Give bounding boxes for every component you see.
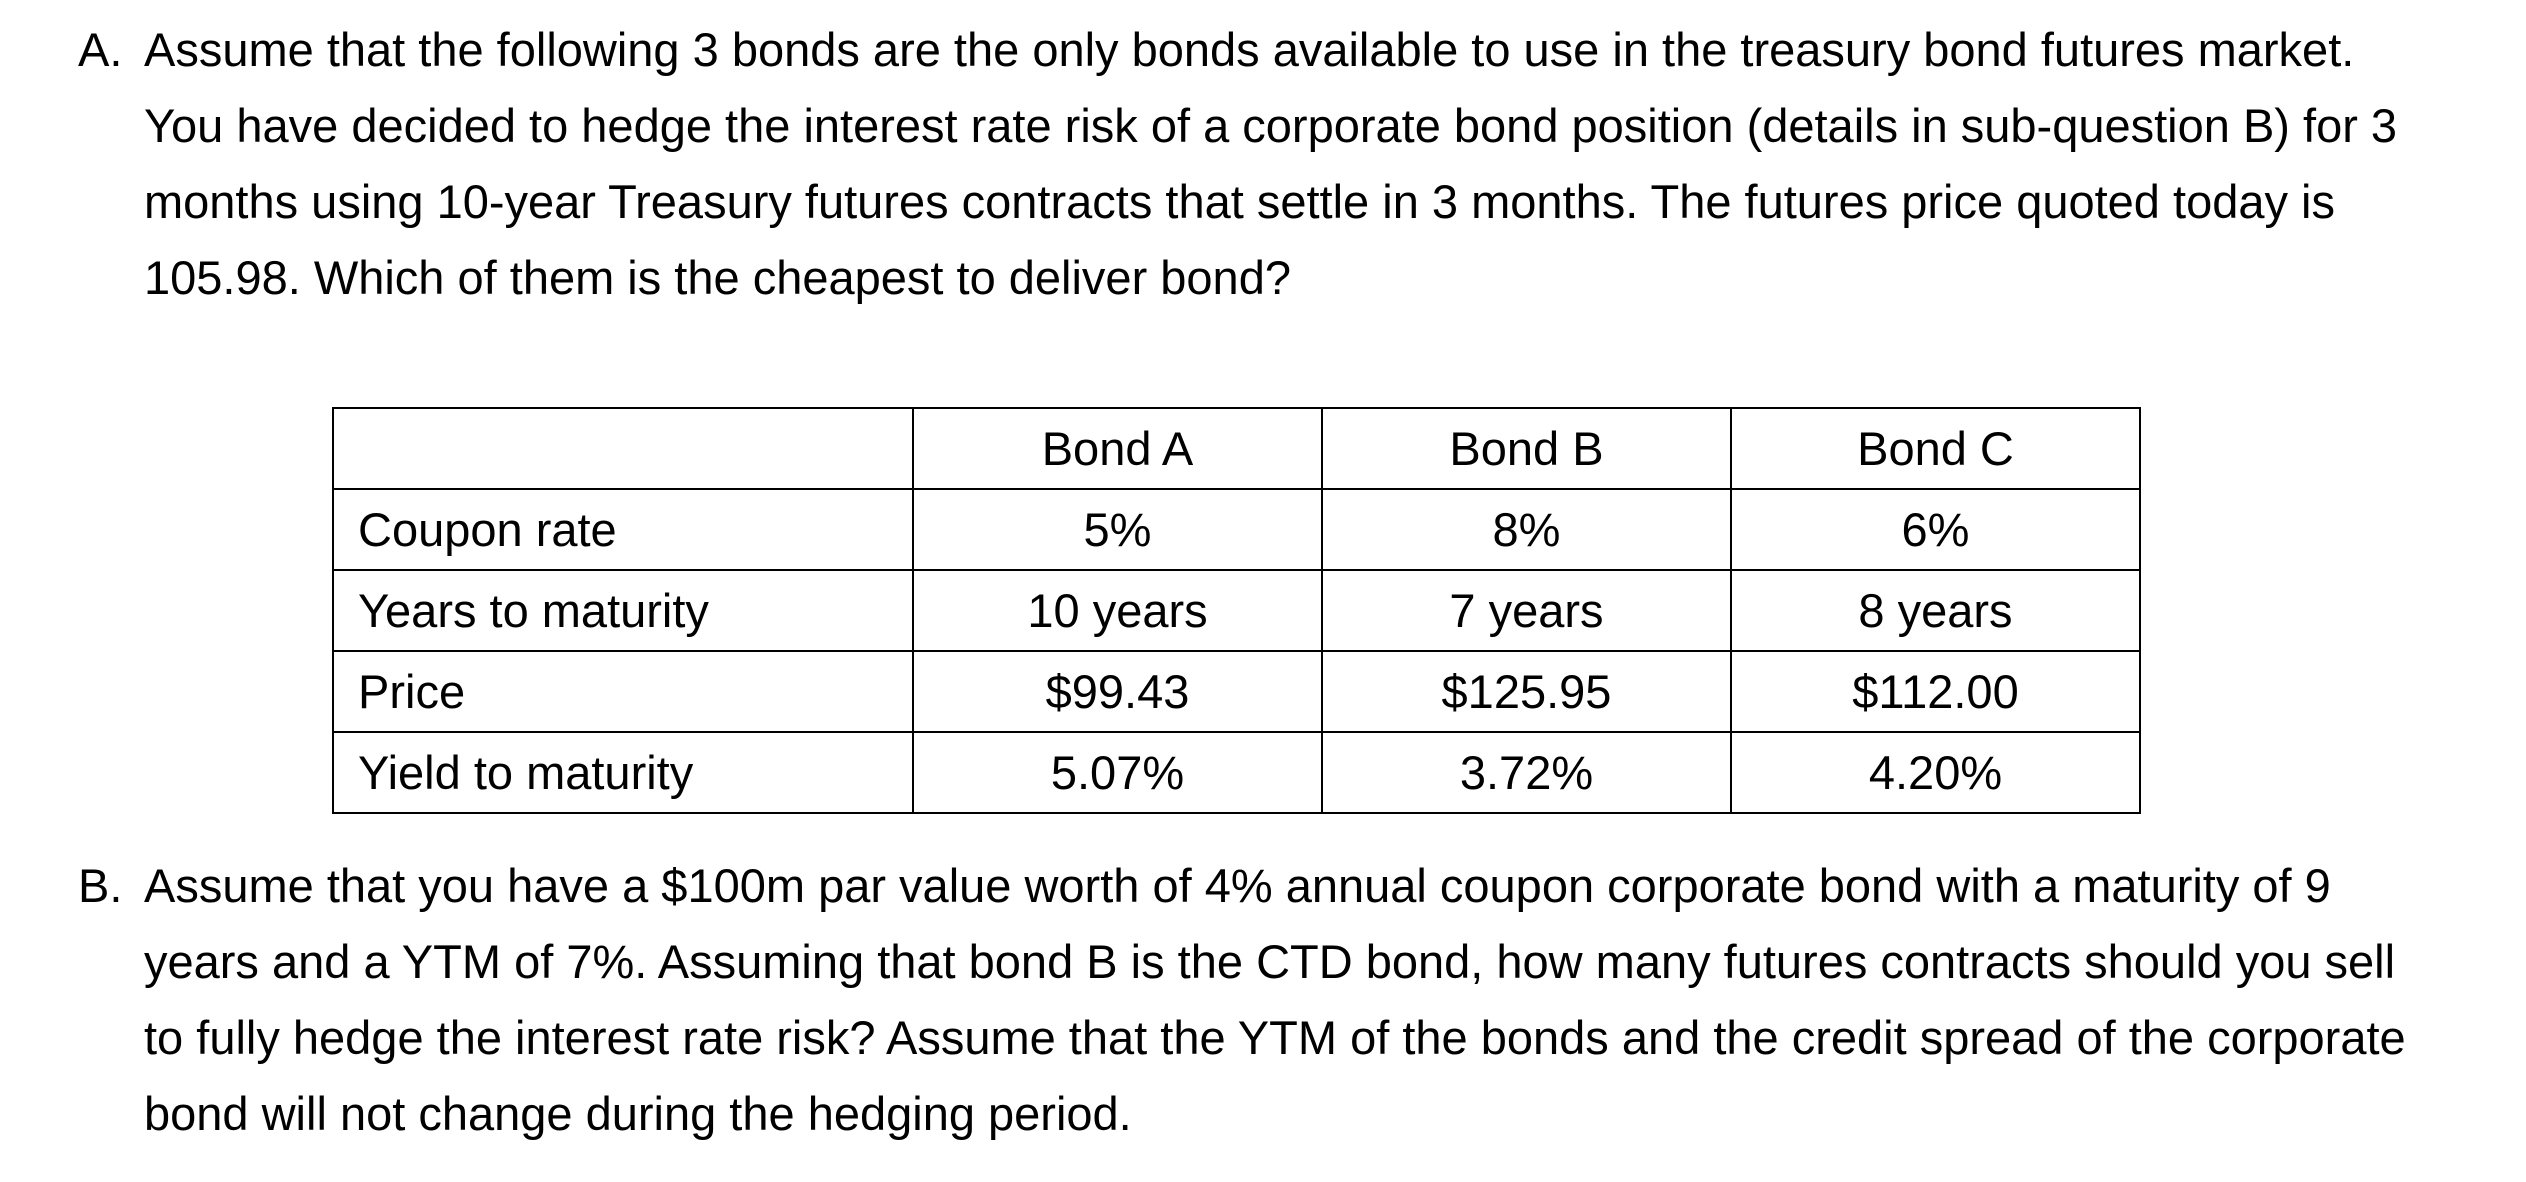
cell-years-to-maturity-bond-b: 7 years: [1322, 570, 1731, 651]
table-corner-cell: [333, 408, 913, 489]
question-a: [78, 12, 2458, 316]
cell-coupon-rate-bond-a: 5%: [913, 489, 1322, 570]
cell-yield-to-maturity-bond-a: 5.07%: [913, 732, 1322, 813]
cell-coupon-rate-bond-b: 8%: [1322, 489, 1731, 570]
table-row-years-to-maturity: [333, 570, 2140, 651]
column-header-bond-c: Bond C: [1731, 408, 2140, 489]
question-b-text: Assume that you have a $100m par value worth of 4% annual coupon corporate bond with a maturity of 9 years and a YTM of 7%. Assuming that bond B is the CTD bond, how many futures contracts should you sell to fully hedge the interest rate risk? Assume that the YTM of the bonds and the credit spread of the corporate bond will not change during the hedging period.: [144, 859, 2406, 1140]
cell-yield-to-maturity-bond-c: 4.20%: [1731, 732, 2140, 813]
bond-table: [332, 407, 2141, 814]
cell-years-to-maturity-bond-c: 8 years: [1731, 570, 2140, 651]
table-row-yield-to-maturity: [333, 732, 2140, 813]
question-b-marker: B.: [78, 859, 123, 912]
cell-price-bond-a: $99.43: [913, 651, 1322, 732]
cell-coupon-rate-bond-c: 6%: [1731, 489, 2140, 570]
table-row-price: [333, 651, 2140, 732]
table-header-row: [333, 408, 2140, 489]
row-label-price: Price: [333, 651, 913, 732]
table-row-coupon-rate: [333, 489, 2140, 570]
question-a-text: Assume that the following 3 bonds are the only bonds available to use in the treasury bond futures market. You have decided to hedge the interest rate risk of a corporate bond position (details in sub-question B) for 3 months using 10-year Treasury futures contracts that settle in 3 months. The futures price quoted today is 105.98. Which of them is the cheapest to deliver bond?: [144, 23, 2398, 304]
row-label-years-to-maturity: Years to maturity: [333, 570, 913, 651]
cell-price-bond-c: $112.00: [1731, 651, 2140, 732]
cell-yield-to-maturity-bond-b: 3.72%: [1322, 732, 1731, 813]
question-b: [78, 848, 2458, 1152]
question-a-marker: A.: [78, 23, 123, 76]
row-label-coupon-rate: Coupon rate: [333, 489, 913, 570]
row-label-yield-to-maturity: Yield to maturity: [333, 732, 913, 813]
column-header-bond-a: Bond A: [913, 408, 1322, 489]
column-header-bond-b: Bond B: [1322, 408, 1731, 489]
cell-years-to-maturity-bond-a: 10 years: [913, 570, 1322, 651]
cell-price-bond-b: $125.95: [1322, 651, 1731, 732]
